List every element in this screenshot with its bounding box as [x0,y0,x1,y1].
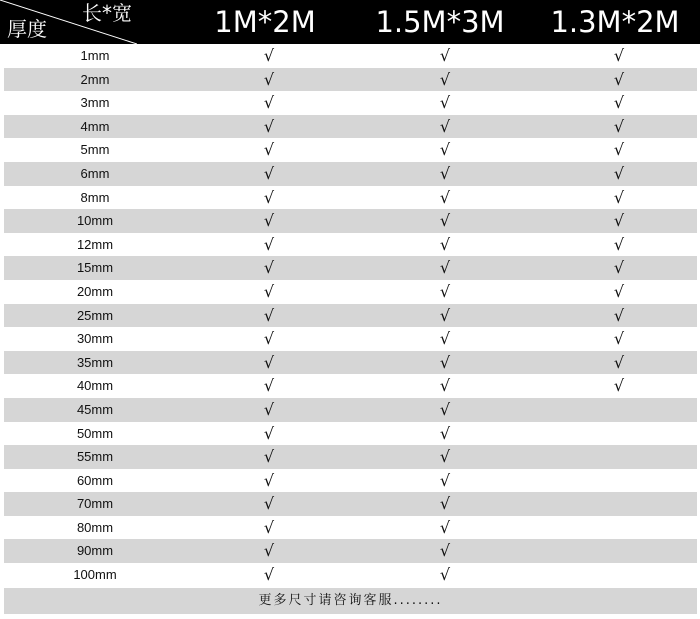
check-cell-1-3m-2m: √ [613,281,625,301]
thickness-cell: 4mm [80,118,110,134]
check-cell-1m-2m: √ [263,376,275,396]
check-cell-1-5m-3m: √ [439,234,451,254]
check-cell-1-5m-3m: √ [439,305,451,325]
check-cell-1m-2m: √ [263,69,275,89]
check-cell-1-5m-3m: √ [439,116,451,136]
table-row [4,138,697,162]
table-row [4,351,697,375]
table-row [4,445,697,469]
check-cell-1-3m-2m: √ [613,258,625,278]
check-cell-1m-2m: √ [263,565,275,585]
check-cell-1m-2m: √ [263,494,275,514]
check-cell-1m-2m: √ [263,116,275,136]
check-cell-1-3m-2m [574,516,664,540]
check-cell-1-3m-2m [574,563,664,587]
thickness-cell: 20mm [76,283,114,299]
check-cell-1m-2m: √ [263,163,275,183]
check-cell-1m-2m: √ [263,211,275,231]
table-row [4,422,697,446]
check-cell-1-5m-3m: √ [439,211,451,231]
column-header-3: 1.3M*2M [550,5,680,39]
thickness-cell: 70mm [76,496,114,512]
check-cell-1-3m-2m: √ [613,93,625,113]
check-cell-1-3m-2m [574,492,664,516]
thickness-cell: 45mm [76,401,114,417]
check-cell-1-3m-2m: √ [613,140,625,160]
table-row [4,209,697,233]
thickness-cell: 5mm [80,142,110,158]
check-cell-1m-2m: √ [263,541,275,561]
table-row [4,539,697,563]
check-cell-1m-2m: √ [263,187,275,207]
check-cell-1-3m-2m: √ [613,69,625,89]
column-header-1: 1M*2M [214,5,316,39]
table-row [4,115,697,139]
check-cell-1m-2m: √ [263,470,275,490]
check-cell-1-3m-2m [574,445,664,469]
table-row [4,44,697,68]
thickness-cell: 80mm [76,519,114,535]
thickness-cell: 40mm [76,378,114,394]
check-cell-1-5m-3m: √ [439,423,451,443]
table-row [4,280,697,304]
check-cell-1m-2m: √ [263,140,275,160]
check-cell-1-5m-3m: √ [439,329,451,349]
check-cell-1-5m-3m: √ [439,470,451,490]
check-cell-1-5m-3m: √ [439,93,451,113]
check-cell-1-5m-3m: √ [439,399,451,419]
check-cell-1m-2m: √ [263,305,275,325]
check-cell-1-5m-3m: √ [439,69,451,89]
check-cell-1-5m-3m: √ [439,565,451,585]
check-cell-1-5m-3m: √ [439,447,451,467]
thickness-cell: 30mm [76,331,114,347]
table-row [4,304,697,328]
check-cell-1m-2m: √ [263,258,275,278]
check-cell-1-5m-3m: √ [439,46,451,65]
table-body [4,44,697,587]
check-cell-1-5m-3m: √ [439,187,451,207]
check-cell-1-3m-2m [574,539,664,563]
check-cell-1-5m-3m: √ [439,140,451,160]
check-cell-1-5m-3m: √ [439,352,451,372]
table-row [4,186,697,210]
thickness-cell: 60mm [76,472,114,488]
check-cell-1m-2m: √ [263,399,275,419]
corner-label-thickness: 厚度 [7,17,47,41]
table-row [4,233,697,257]
thickness-cell: 6mm [80,165,110,181]
check-cell-1-5m-3m: √ [439,517,451,537]
thickness-cell: 8mm [80,189,110,205]
check-cell-1m-2m: √ [263,329,275,349]
thickness-cell: 35mm [76,354,114,370]
check-cell-1-5m-3m: √ [439,376,451,396]
corner-label-size: 长*宽 [82,1,132,25]
corner-header-cell [0,0,137,44]
table-row [4,256,697,280]
table-row [4,492,697,516]
thickness-cell: 3mm [80,95,110,111]
table-row [4,563,697,587]
table-row [4,398,697,422]
check-cell-1-3m-2m: √ [613,163,625,183]
table-row [4,91,697,115]
table-header [0,0,700,44]
check-cell-1-3m-2m: √ [613,329,625,349]
check-cell-1-3m-2m: √ [613,305,625,325]
table-row [4,162,697,186]
table-footer [4,588,697,614]
check-cell-1-3m-2m: √ [613,211,625,231]
check-cell-1-3m-2m: √ [613,376,625,396]
footer-note: 更多尺寸请咨询客服........ [258,593,443,608]
check-cell-1-5m-3m: √ [439,281,451,301]
thickness-cell: 55mm [76,449,114,465]
thickness-cell: 25mm [76,307,114,323]
thickness-cell: 10mm [76,213,114,229]
check-cell-1m-2m: √ [263,423,275,443]
table-row [4,469,697,493]
check-cell-1-3m-2m: √ [613,187,625,207]
check-cell-1m-2m: √ [263,447,275,467]
check-cell-1-5m-3m: √ [439,163,451,183]
thickness-cell: 2mm [80,71,110,87]
table-row [4,516,697,540]
check-cell-1m-2m: √ [263,281,275,301]
check-cell-1m-2m: √ [263,93,275,113]
thickness-cell: 12mm [76,236,114,252]
check-cell-1-5m-3m: √ [439,258,451,278]
check-cell-1m-2m: √ [263,234,275,254]
thickness-cell: 100mm [73,567,117,583]
column-header-2: 1.5M*3M [375,5,505,39]
check-cell-1m-2m: √ [263,517,275,537]
thickness-cell: 50mm [76,425,114,441]
check-cell-1-3m-2m [574,469,664,493]
check-cell-1-3m-2m: √ [613,352,625,372]
check-cell-1m-2m: √ [263,46,275,65]
check-cell-1-5m-3m: √ [439,541,451,561]
table-row [4,327,697,351]
check-cell-1-3m-2m [574,398,664,422]
check-cell-1-3m-2m: √ [613,46,625,65]
check-cell-1-3m-2m: √ [613,234,625,254]
check-cell-1m-2m: √ [263,352,275,372]
check-cell-1-3m-2m [574,422,664,446]
check-cell-1-5m-3m: √ [439,494,451,514]
thickness-cell: 1mm [80,48,110,63]
thickness-cell: 15mm [76,260,114,276]
table-row [4,68,697,92]
table-row [4,374,697,398]
thickness-cell: 90mm [76,543,114,559]
check-cell-1-3m-2m: √ [613,116,625,136]
